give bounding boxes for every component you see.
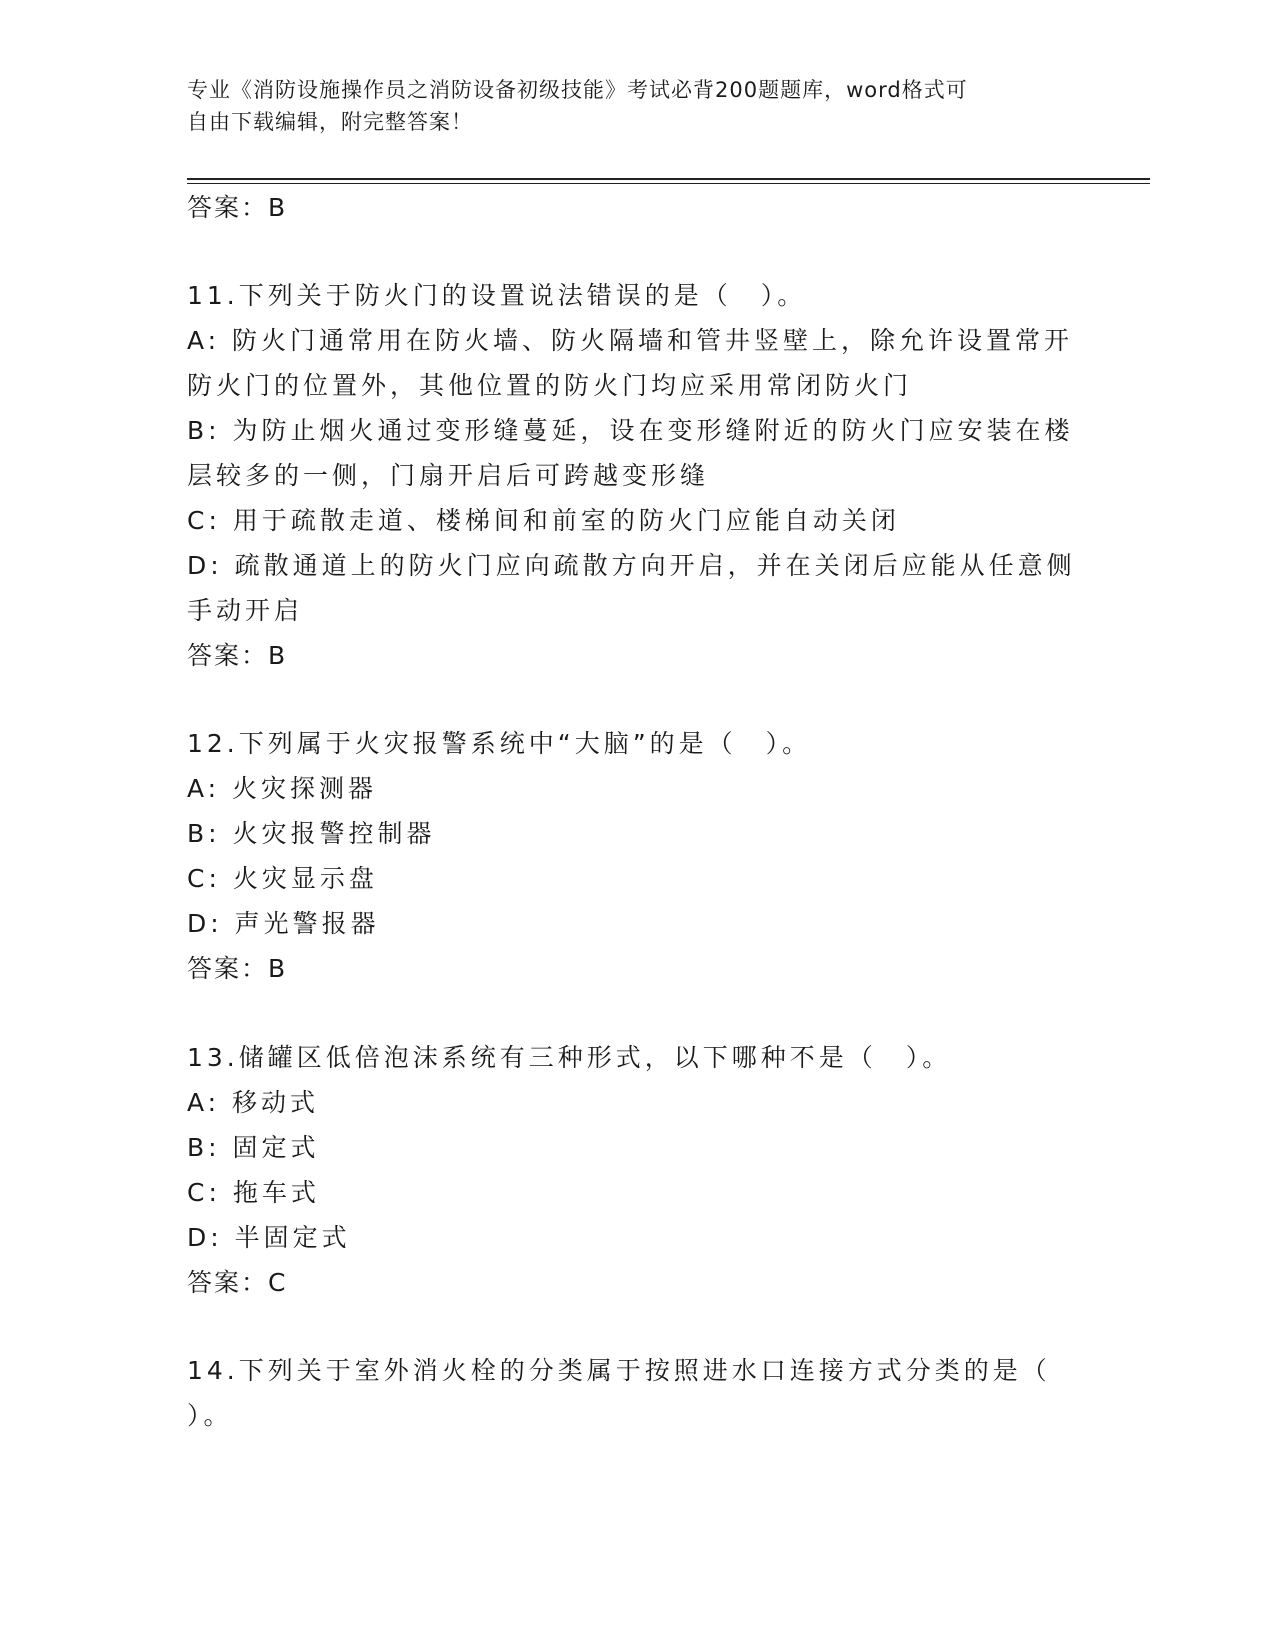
question-11-stem: 11.下列关于防火门的设置说法错误的是（ ）。	[187, 281, 807, 310]
question-11-answer: 答案：B	[187, 641, 288, 670]
question-12-option-b: B: 火灾报警控制器	[187, 819, 436, 848]
question-11-option-a-line-1: A: 防火门通常用在防火墙、防火隔墙和管井竖壁上，除允许设置常开	[187, 326, 1074, 355]
question-12-option-c: C: 火灾显示盘	[187, 864, 378, 893]
question-11-option-c: C: 用于疏散走道、楼梯间和前室的防火门应能自动关闭	[187, 506, 900, 535]
question-13-option-b: B: 固定式	[187, 1133, 320, 1162]
document-header	[187, 74, 1087, 138]
question-11-option-d-line-2: 手动开启	[187, 596, 304, 625]
previous-answer: 答案：B	[187, 193, 288, 222]
header-rule-thin	[187, 183, 1150, 184]
question-13-option-a: A: 移动式	[187, 1088, 320, 1117]
question-12-stem: 12.下列属于火灾报警系统中“大脑”的是（ ）。	[187, 729, 812, 758]
question-13-option-d: D: 半固定式	[187, 1223, 351, 1252]
question-12-option-a: A: 火灾探测器	[187, 774, 378, 803]
question-14-stem-line-2: ）。	[187, 1401, 233, 1430]
question-11-option-b-line-2: 层较多的一侧，门扇开启后可跨越变形缝	[187, 461, 710, 490]
question-11-option-b-line-1: B: 为防止烟火通过变形缝蔓延，设在变形缝附近的防火门应安装在楼	[187, 416, 1074, 445]
header-line-1: 专业《消防设施操作员之消防设备初级技能》考试必背200题题库，word格式可	[187, 78, 968, 102]
header-rule-thick	[187, 178, 1150, 180]
question-13-answer: 答案：C	[187, 1268, 288, 1297]
question-13-stem: 13.储罐区低倍泡沫系统有三种形式，以下哪种不是（ ）。	[187, 1043, 952, 1072]
question-12-option-d: D: 声光警报器	[187, 909, 380, 938]
question-12-answer: 答案：B	[187, 954, 288, 983]
question-11-option-a-line-2: 防火门的位置外，其他位置的防火门均应采用常闭防火门	[187, 371, 913, 400]
question-14-stem-line-1: 14.下列关于室外消火栓的分类属于按照进水口连接方式分类的是（	[187, 1356, 1051, 1385]
question-11-option-d-line-1: D: 疏散通道上的防火门应向疏散方向开启，并在关闭后应能从任意侧	[187, 551, 1076, 580]
question-13-option-c: C: 拖车式	[187, 1178, 320, 1207]
header-line-2: 自由下载编辑，附完整答案！	[187, 110, 473, 134]
